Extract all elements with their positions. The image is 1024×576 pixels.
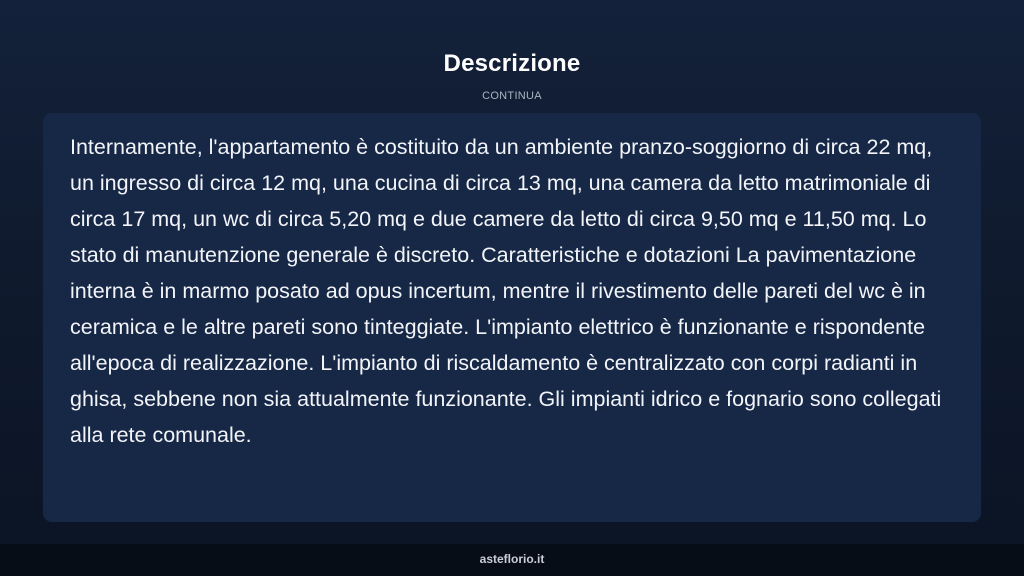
footer-bar — [0, 544, 1024, 576]
description-text: Internamente, l'appartamento è costituito da un ambiente pranzo-soggiorno di circa 22 mq, un ingresso di circa 12 mq, una cucina di circa 13 mq, una camera da letto matrimoniale di circa 17 mq, un wc di circa 5,20 mq e due camere da letto di circa 9,50 mq e 11,50 mq. Lo stato di manutenzione generale è discreto. Caratteristiche e dotazioni La pavimentazione interna è in marmo posato ad opus incertum, mentre il rivestimento delle pareti del wc è in ceramica e le altre pareti sono tinteggiate. L'impianto elettrico è funzionante e rispondente all'epoca di realizzazione. L'impianto di riscaldamento è centralizzato con corpi radianti in ghisa, sebbene non sia attualmente funzionante. Gli impianti idrico e fognario sono collegati alla rete comunale. — [70, 135, 942, 447]
page-title: Descrizione — [443, 50, 581, 77]
site-name: asteflorio.it — [479, 552, 545, 566]
description-card — [43, 113, 981, 522]
continue-label: CONTINUA — [482, 90, 542, 102]
